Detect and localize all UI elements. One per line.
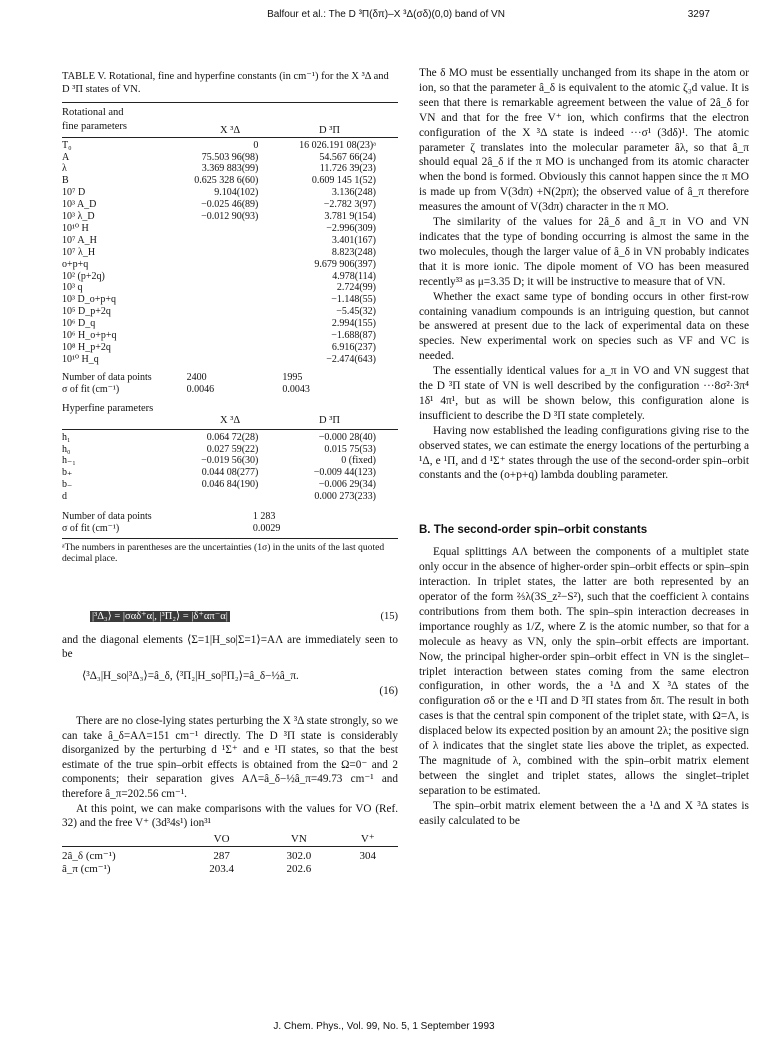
table-row-x: 0 xyxy=(253,139,259,151)
table-row-d: −1.148(55) xyxy=(331,294,376,306)
table-row-label: 10³ A_D xyxy=(62,199,97,211)
paragraph-right-2: The similarity of the values for 2â_δ and â_π in VO and VN indicates that the type of bonding occurring is almost the same in the two molecules, though the larger value of â_δ in VN probably indicates that it is more ionic. The dipole moment of VO has been measured recently³³ as μ=3.35 D; it will be instructive to measure that of VN. xyxy=(419,216,749,288)
section2-title: Hyperfine parameters xyxy=(62,402,154,414)
fit-stats-hf xyxy=(62,511,398,535)
table-row-d: −5.45(32) xyxy=(336,306,376,318)
table-row-label: 10² (p+2q) xyxy=(62,270,105,282)
table-row xyxy=(62,271,398,283)
col-header-x: X ³Δ xyxy=(220,124,241,136)
hf-sigma-label: σ of fit (cm⁻¹) xyxy=(62,522,120,534)
paragraph-left-1: There are no close-lying states perturbing the X ³Δ state strongly, so we can take â_δ=AΛ=151 cm⁻¹ directly. The D ³Π state is considerably disorganized by the perturbing d ¹Σ⁺ and e ¹Π states, so that the best estimate of the true spin–orbit effects is obtained from the Ω=0⁻ and 2 components; their separation gives AΛ=â_δ−½â_π=49.73 cm⁻¹ and therefore â_π=202.56 cm⁻¹. xyxy=(62,715,398,801)
comparison-cell: 203.4 xyxy=(209,863,234,876)
table-row xyxy=(62,247,398,259)
table-row-x: 3.369 883(99) xyxy=(201,163,259,175)
paragraph-right-7: The spin–orbit matrix element between the a ¹Δ and X ³Δ states is easily calculated to be xyxy=(419,799,749,827)
table-row-x xyxy=(180,271,281,283)
hf-sigma: 0.0029 xyxy=(252,522,281,534)
sigma-x: 0.0046 xyxy=(186,383,215,395)
table-row xyxy=(62,163,398,175)
table-row-label: 10⁷ λ_H xyxy=(62,246,96,258)
journal-footer: J. Chem. Phys., Vol. 99, No. 5, 1 September 1993 xyxy=(273,1021,495,1032)
table-row-d: 0.609 145 1(52) xyxy=(311,175,376,187)
table-row xyxy=(62,199,398,211)
table-row-x xyxy=(180,306,281,318)
hf-table-row-x: 0.064 72(28) xyxy=(206,431,259,443)
table-row-label: 10³ λ_D xyxy=(62,211,95,223)
table-row-x: 9.104(102) xyxy=(214,187,259,199)
table-row xyxy=(62,152,398,164)
hyperfine-table xyxy=(62,432,398,503)
npoints-d: 1995 xyxy=(282,371,303,383)
paragraph-right-4: The essentially identical values for a_π in VO and VN suggest that the D ³Π state of VN is well described by the configuration ···8σ²·3π⁴ 1δ¹ 4π¹, but as will be shown below, this configuration alone is insufficient to describe the D ³Π state completely. xyxy=(419,365,749,422)
table-row xyxy=(62,235,398,247)
comparison-cell: 302.0 xyxy=(286,850,312,863)
paragraph-left-2: At this point, we can make comparisons with the values for VO (Ref. 32) and the free V⁺ (3d³4s¹) ion³¹ xyxy=(62,802,398,830)
equation-15 xyxy=(62,610,398,625)
hf-table-row-label: h₋₁ xyxy=(62,455,76,467)
sigma-d: 0.0043 xyxy=(282,383,310,395)
table-row-x xyxy=(180,342,281,354)
table-row-label: 10⁵ D_p+2q xyxy=(62,306,111,318)
hf-table-row xyxy=(62,467,398,479)
table-row-x xyxy=(180,259,281,271)
table-row-x: −0.025 46(89) xyxy=(201,199,259,211)
table-caption: TABLE V. Rotational, fine and hyperfine constants (in cm⁻¹) for the X ³Δ and D ³Π states of VN. xyxy=(62,71,389,96)
table-footnote: ᵃThe numbers in parentheses are the uncertainties (1σ) in the units of the last quoted decimal place. xyxy=(62,541,385,565)
table-row-label: 10⁶ D_q xyxy=(62,318,96,330)
hf-table-row xyxy=(62,444,398,456)
comparison-header: VN xyxy=(260,833,337,847)
table-row-x xyxy=(180,294,281,306)
table-row-label: 10³ D_o+p+q xyxy=(62,294,116,306)
paragraph-right-1: The δ MO must be essentially unchanged from its shape in the atom or ion, so that the parameter â_δ is equivalent to the atomic ζ₃d value. It is seen that there is remarkable agreement between the value of 2â_δ for VN and that for the free V⁺ ion, which confirms that the electron configuration of the X ³Δ state is indeed ···σ¹ (3dδ)¹. The atomic parameter ζ translates into the molecular parameter âλ, so that â_π should equal 2â_δ if the π MO is unchanged from its atomic character when the bond is formed. Obviously this cannot happen since the π MO is made up from V(3dπ) +N(2pπ); the observed value of â_π therefore measures the amount of V(3dπ) character in the π MO. xyxy=(419,67,749,214)
paragraph-right-3: Whether the exact same type of bonding occurs in other first-row containing vanadium compounds is an intriguing question, but cannot be answered at present due to the lack of experimental data on these species. New experimental work on species such as VF and VC is needed. xyxy=(419,290,749,363)
hf-table-row-x: 0.044 08(277) xyxy=(201,467,259,479)
table-row xyxy=(62,342,398,354)
table-row-label: λ xyxy=(62,163,67,175)
table-row-d: 3.136(248) xyxy=(331,187,376,199)
hf-table-row-label: h₀ xyxy=(62,443,71,455)
table-row-d: −1.688(87) xyxy=(331,330,376,342)
hf-npoints: 1 283 xyxy=(252,511,276,523)
table-row-x xyxy=(180,235,281,247)
right-column xyxy=(419,66,749,829)
hf-table-row-label: d xyxy=(62,491,67,503)
table-row-x: 0.625 328 6(60) xyxy=(194,175,259,187)
hf-table-row-x: −0.019 56(30) xyxy=(201,455,259,467)
hf-col-header-d: D ³Π xyxy=(319,414,340,426)
table-row-x xyxy=(180,247,281,259)
table-row-d: −2.474(643) xyxy=(326,353,376,365)
table-row-d: −2.782 3(97) xyxy=(323,199,376,211)
table-row-label: B xyxy=(62,175,69,187)
hf-table-row-x: 0.027 59(22) xyxy=(206,443,259,455)
table-row-d: 11.726 39(23) xyxy=(319,163,376,175)
hf-col-header-x: X ³Δ xyxy=(220,414,241,426)
comparison-cell: 2â_δ (cm⁻¹) xyxy=(62,850,116,863)
hf-table-row-label: h₁ xyxy=(62,431,71,443)
hf-table-row xyxy=(62,432,398,444)
hf-table-row-d: −0.009 44(123) xyxy=(313,467,376,479)
comparison-cell: 202.6 xyxy=(286,863,312,876)
fit-stats-rot xyxy=(62,372,398,396)
table-row-x xyxy=(180,282,281,294)
comparison-header: VO xyxy=(183,833,260,847)
hf-table-row xyxy=(62,491,398,503)
table-row-label: 10¹⁰ H xyxy=(62,222,89,234)
section-heading: B. The second-order spin–orbit constants xyxy=(419,524,648,537)
col-header-d: D ³Π xyxy=(319,124,340,136)
paragraph-diagonal: and the diagonal elements ⟨Σ=1|H_so|Σ=1⟩=AΛ are immediately seen to be xyxy=(62,633,398,661)
table-row-d: 9.679 906(397) xyxy=(314,258,376,270)
table-row-label: 10¹⁰ H_q xyxy=(62,353,99,365)
hf-table-row-x: 0.046 84(190) xyxy=(201,479,259,491)
table-row xyxy=(62,282,398,294)
table-row xyxy=(62,140,398,152)
section1-title-line1: Rotational and xyxy=(62,107,124,119)
comparison-cell: â_π (cm⁻¹) xyxy=(62,863,111,876)
comparison-header xyxy=(62,833,183,847)
paragraph-right-6: Equal splittings AΛ between the components of a multiplet state only occur in the absence of higher-order spin–orbit effects or spin–spin interaction. In triplet states, the latter are both represented by an operator of the form ⅔λ(3S_z²−S²), such that the coefficient λ contains contributions from them both. The spin–spin interaction decreases in importance roughly as 1/Z, where Z is the atomic number, so that for a molecule as heavy as VN, only the spin–orbit effects are important. Now, the principal higher-order spin–orbit effect in VN is the singlet–triplet interaction between states coming from the same electron configuration, in other words, the a ¹Δ and X ³Δ states of the configuration σδ or the e ¹Π and D ³Π states from δπ. The result in both cases is that the central spin component of the triplet state, with Ω=Λ, is displaced below its expected position by an amount 2λ; the positive sign of λ indicates that the singlet state lies above the triplet, as expected. The magnitude of λ, combined with the spin–orbit matrix element between the singlet and triplet states, allows the singlet–triplet separation to be estimated. xyxy=(419,546,749,797)
page-number: 3297 xyxy=(687,9,710,20)
rotational-table xyxy=(62,140,398,366)
table-row xyxy=(62,211,398,223)
equation-15-number: (15) xyxy=(380,610,398,622)
table-row-x xyxy=(180,330,281,342)
hf-table-row xyxy=(62,455,398,467)
hf-table-row-d: −0.000 28(40) xyxy=(318,431,376,443)
npoints-x: 2400 xyxy=(186,371,207,383)
hf-table-row-label: b₋ xyxy=(62,479,73,491)
table-row-x xyxy=(180,223,281,235)
hf-table-row-x xyxy=(180,491,281,503)
table-row-x xyxy=(180,354,281,366)
table-row-label: 10⁸ H_p+2q xyxy=(62,342,111,354)
hf-table-row xyxy=(62,479,398,491)
table-row-d: 4.978(114) xyxy=(332,270,376,282)
table-row xyxy=(62,223,398,235)
table-row-d: 6.916(237) xyxy=(331,342,376,354)
table-row-d: 54.567 66(24) xyxy=(319,151,376,163)
table-row-d: 8.823(248) xyxy=(331,246,376,258)
equation-16-text: ⟨³Δ₃|H_so|³Δ₃⟩=â_δ, ⟨³Π₂|H_so|³Π₂⟩=â_δ−½â_π. xyxy=(82,670,299,683)
table-row-d: 16 026.191 08(23)ᵃ xyxy=(299,139,376,151)
table-row-label: 10³ q xyxy=(62,282,83,294)
table-row-x: −0.012 90(93) xyxy=(201,211,259,223)
equation-16-number: (16) xyxy=(379,685,398,698)
comparison-table xyxy=(62,833,398,877)
section1-title-line2: fine parameters xyxy=(62,120,128,132)
table-row xyxy=(62,187,398,199)
hf-table-row-d: 0.000 273(233) xyxy=(314,491,376,503)
sigma-label: σ of fit (cm⁻¹) xyxy=(62,383,120,395)
table-v xyxy=(62,70,398,565)
table-row xyxy=(62,306,398,318)
table-row-label: 10⁷ A_H xyxy=(62,234,97,246)
table-row-d: 2.724(99) xyxy=(336,282,376,294)
table-row-label: T₀ xyxy=(62,139,72,151)
table-row-d: 3.401(167) xyxy=(331,234,376,246)
equation-16 xyxy=(62,670,398,702)
comparison-cell: 304 xyxy=(359,850,376,863)
running-title: Balfour et al.: The D ³Π(δπ)–X ³Δ(σδ)(0,0) band of VN xyxy=(267,9,505,20)
table-row-x: 75.503 96(98) xyxy=(201,151,259,163)
hf-table-row-label: b₊ xyxy=(62,467,73,479)
table-row-d: 2.994(155) xyxy=(331,318,376,330)
comparison-cell xyxy=(338,863,399,876)
table-row xyxy=(62,175,398,187)
hf-table-row-d: 0 (fixed) xyxy=(341,455,376,467)
hf-table-row-d: 0.015 75(53) xyxy=(324,443,376,455)
comparison-row xyxy=(62,847,398,864)
table-row-label: o+p+q xyxy=(62,258,89,270)
paragraph-right-5: Having now established the leading configurations giving rise to the observed states, we can estimate the energy locations of the perturbing a ¹Δ, e ¹Π, and d ¹Σ⁺ states through the use of the second-order spin–orbit constants and the (o+p+q) lambda doubling parameter. xyxy=(419,424,749,482)
hf-npoints-label: Number of data points xyxy=(62,511,152,523)
equation-15-text: |³Δ₃⟩ = |σαδ⁺α|, |³Π₂⟩ = |δ⁺απ⁻α| xyxy=(92,610,228,622)
table-row-d: 3.781 9(154) xyxy=(324,211,376,223)
table-row xyxy=(62,294,398,306)
npoints-label: Number of data points xyxy=(62,371,152,383)
comparison-cell: 287 xyxy=(213,850,230,863)
comparison-row xyxy=(62,863,398,876)
table-row xyxy=(62,330,398,342)
table-row xyxy=(62,354,398,366)
table-row xyxy=(62,318,398,330)
table-row-label: 10⁶ H_o+p+q xyxy=(62,330,117,342)
table-row-label: 10⁷ D xyxy=(62,187,86,199)
table-row-d: −2.996(309) xyxy=(326,222,376,234)
hf-table-row-d: −0.006 29(34) xyxy=(318,479,376,491)
table-row-label: A xyxy=(62,151,70,163)
left-column xyxy=(62,70,398,876)
comparison-header: V⁺ xyxy=(338,833,399,847)
table-row xyxy=(62,259,398,271)
table-row-x xyxy=(180,318,281,330)
